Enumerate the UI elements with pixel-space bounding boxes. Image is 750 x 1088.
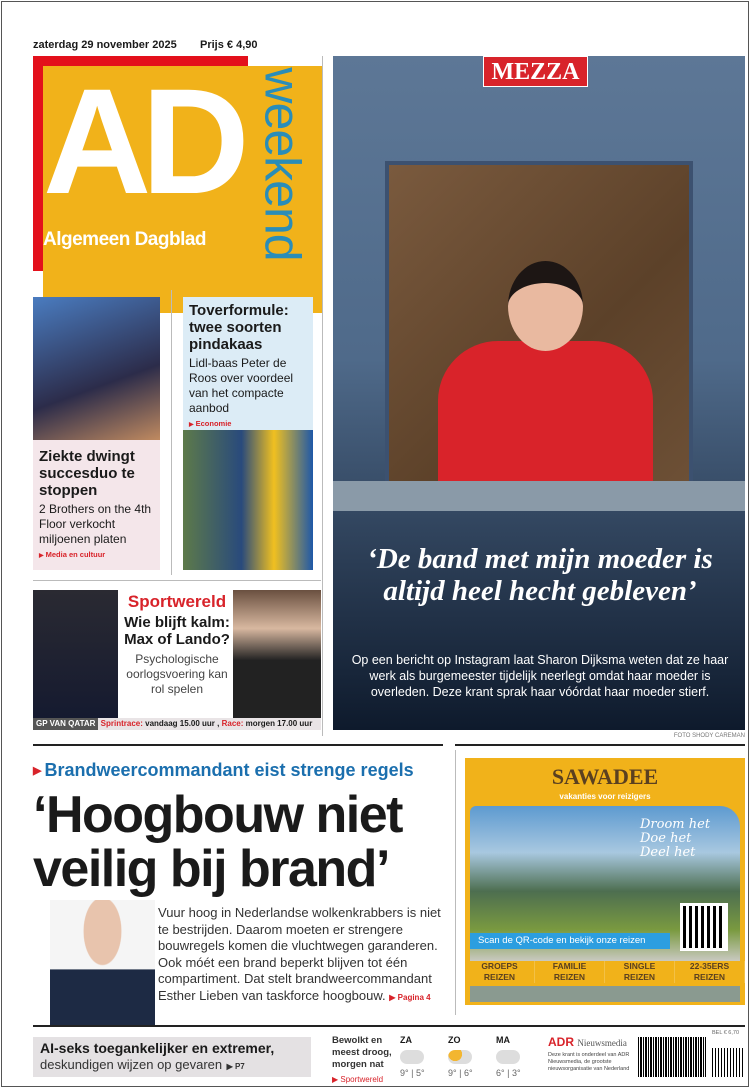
sun-cloud-rain-icon [448,1050,472,1064]
logo-mark: AD [43,66,323,313]
photo-verstappen [33,590,118,718]
ad-brand: SAWADEE [551,764,659,789]
teaser-section[interactable]: ▶ Media en cultuur [33,547,160,562]
race-time: morgen 17.00 uur [243,719,313,728]
teaser-economie[interactable] [183,297,313,570]
ad-scan-cta: Scan de QR-code en bekijk onze reizen [470,933,670,949]
edition-text: weekend [254,66,311,261]
ad-categories [465,961,745,983]
teaser-text: Lidl-baas Peter de Roos over voordeel van het compacte aanbod [189,356,294,415]
teaser-media[interactable] [33,297,160,570]
barcode-price: BEL € 6,70 [712,1030,740,1036]
photo-norris [233,590,321,718]
ai-text: deskundigen wijzen op gevaren [40,1057,223,1072]
ai-ref[interactable]: ▶ P7 [226,1062,245,1071]
lead-headline[interactable]: ‘Hoogbouw niet veilig bij brand’ [33,786,402,898]
weather-temp: 6° | 3° [496,1068,521,1078]
ad-logo-strip [470,986,740,1002]
teaser-title: Ziekte dwingt succesduo te stoppen [39,448,135,499]
barcode-icon [638,1037,706,1077]
page-ref-link[interactable]: ▶ Pagina 4 [389,992,431,1002]
adr-logo: ADR [548,1035,574,1049]
lead-body [158,905,450,1006]
teaser-photo [33,297,160,440]
issue-date: zaterdag 29 november 2025 [33,39,177,51]
cloud-icon [400,1050,424,1064]
lead-body-text: Vuur hoog in Nederlandse wolkenkrabbers is niet te bestrijden. Daarom moeten er strengere bouwregels komen die vluchtwegen garanderen. Ook móét een brand beperkt blijven tot één compartiment. Dat stelt brandweercommandant Esther Lieben van taskforce hoogbouw. [158,905,441,1003]
publisher-block [548,1035,633,1073]
divider [455,750,456,1015]
publisher-text: Deze krant is onderdeel van ADR Nieuwsmedia, de grootste nieuwsorganisatie van Nederland [548,1052,630,1072]
gp-label: GP VAN QATAR [33,718,98,730]
sprint-time: vandaag 15.00 uur , [142,719,222,728]
ad-logo[interactable] [33,56,248,271]
divider [33,580,321,581]
ai-teaser[interactable] [33,1037,311,1077]
lead-kicker[interactable]: ▶ Brandweercommandant eist strenge regels [33,760,414,781]
edition-label [250,56,315,271]
divider [33,1025,745,1027]
race-label: Race: [221,719,244,728]
teaser-photo [183,430,313,570]
photo-esther-lieben [50,900,155,1025]
ad-tagline: vakanties voor reizigers [559,792,651,801]
main-lead: Op een bericht op Instagram laat Sharon Dijksma weten dat ze haar werk als burgemeester tijdelijk neerlegt omdat haar moeder is overleden. Deze krant sprak haar vóórdat haar moeder stierf. [351,653,729,699]
sport-schedule-bar [33,718,321,730]
photo-credit: FOTO SHODY CAREMAN [673,733,745,739]
sport-title: Wie blijft kalm: Max of Lando? [124,614,230,648]
weather-text: Bewolkt en meest droog, morgen nat [332,1035,392,1070]
ad-category: SINGLE REIZEN [605,961,675,983]
weather-link[interactable]: ▶ Sportwereld [332,1075,384,1084]
sprint-label: Sprintrace: [100,719,143,728]
ai-title: AI-seks toegankelijker en extremer, [40,1040,275,1056]
teaser-text: 2 Brothers on the 4th Floor verkocht miljoenen platen [39,502,152,546]
main-photo[interactable] [333,56,745,730]
cloud-rain-icon [496,1050,520,1064]
photo-sill [333,481,745,511]
main-quote[interactable]: ‘De band met mijn moeder is altijd heel hecht gebleven’ [367,543,713,607]
publisher-name: Nieuwsmedia [577,1038,627,1048]
weather-temp: 9° | 6° [448,1068,473,1078]
teaser-title: Toverformule: twee soorten pindakaas [189,302,289,353]
ad-category: FAMILIE REIZEN [535,961,605,983]
sport-kicker: Sportwereld [127,592,227,611]
divider [171,290,172,575]
ad-category: GROEPS REIZEN [465,961,535,983]
weather-day: ZA [400,1035,412,1045]
sport-teaser[interactable] [33,590,321,730]
qr-code-icon[interactable] [680,903,728,951]
weather-summary [332,1035,392,1086]
ad-slogan: Droom het Doe het Deel het [640,817,711,860]
barcode-addon-icon [712,1048,744,1077]
weather-day: MA [496,1035,510,1045]
photo-person [438,261,653,491]
divider [33,744,443,746]
teaser-section[interactable]: ▶ Economie [183,416,313,431]
issue-price: Prijs € 4,90 [200,39,258,51]
weather-temp: 9° | 5° [400,1068,425,1078]
sport-text: Psychologische oorlogsvoering kan rol spelen [126,652,228,696]
section-badge-mezza[interactable]: MEZZA [483,56,588,87]
logo-name: Algemeen Dagblad [43,229,207,250]
sawadee-advert[interactable] [465,758,745,1005]
weather-day: ZO [448,1035,461,1045]
ad-category: 22-35ERS REIZEN [675,961,745,983]
divider [455,744,745,746]
divider [322,56,323,736]
